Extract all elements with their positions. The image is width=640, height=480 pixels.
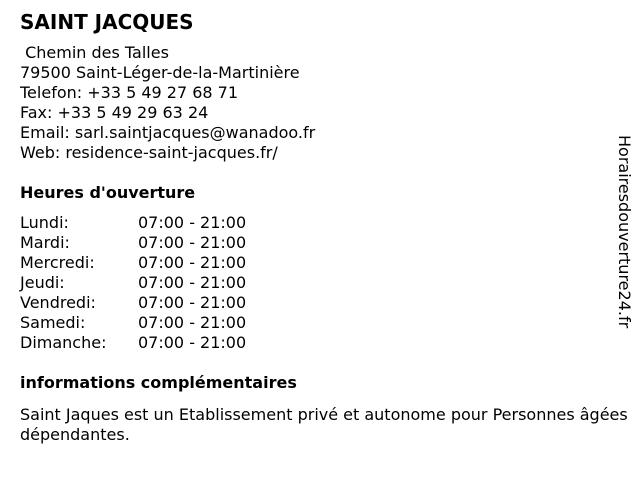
opening-hours-heading: Heures d'ouverture <box>20 183 196 202</box>
hours-day: Jeudi: <box>20 273 65 292</box>
phone-number: Telefon: +33 5 49 27 68 71 <box>20 83 239 102</box>
hours-row-monday <box>20 213 300 233</box>
hours-row-thursday <box>20 273 300 293</box>
hours-time: 07:00 - 21:00 <box>138 313 247 332</box>
description-text: Saint Jaques est un Etablissement privé et autonome pour Personnes âgées dépendantes. <box>20 405 628 444</box>
hours-row-wednesday <box>20 253 300 273</box>
street-text: Chemin des Talles <box>25 43 169 62</box>
address-block <box>20 43 315 163</box>
website-url: Web: residence-saint-jacques.fr/ <box>20 143 278 162</box>
city-address: 79500 Saint-Léger-de-la-Martinière <box>20 63 300 82</box>
hours-row-saturday <box>20 313 300 333</box>
hours-time: 07:00 - 21:00 <box>138 293 247 312</box>
hours-row-sunday <box>20 333 300 353</box>
email-address: Email: sarl.saintjacques@wanadoo.fr <box>20 123 316 142</box>
hours-day: Lundi: <box>20 213 69 232</box>
fax-number: Fax: +33 5 49 29 63 24 <box>20 103 209 122</box>
opening-hours-list <box>20 213 300 353</box>
hours-time: 07:00 - 21:00 <box>138 213 247 232</box>
hours-day: Dimanche: <box>20 333 107 352</box>
hours-row-tuesday <box>20 233 300 253</box>
hours-day: Vendredi: <box>20 293 96 312</box>
hours-day: Mardi: <box>20 233 70 252</box>
hours-time: 07:00 - 21:00 <box>138 233 247 252</box>
page-title: SAINT JACQUES <box>20 10 194 34</box>
hours-time: 07:00 - 21:00 <box>138 253 247 272</box>
site-watermark: Horairesdouverture24.fr <box>615 135 634 329</box>
hours-row-friday <box>20 293 300 313</box>
hours-day: Samedi: <box>20 313 86 332</box>
additional-info-heading: informations complémentaires <box>20 373 297 392</box>
street-address <box>20 43 315 63</box>
hours-day: Mercredi: <box>20 253 95 272</box>
hours-time: 07:00 - 21:00 <box>138 273 247 292</box>
hours-time: 07:00 - 21:00 <box>138 333 247 352</box>
